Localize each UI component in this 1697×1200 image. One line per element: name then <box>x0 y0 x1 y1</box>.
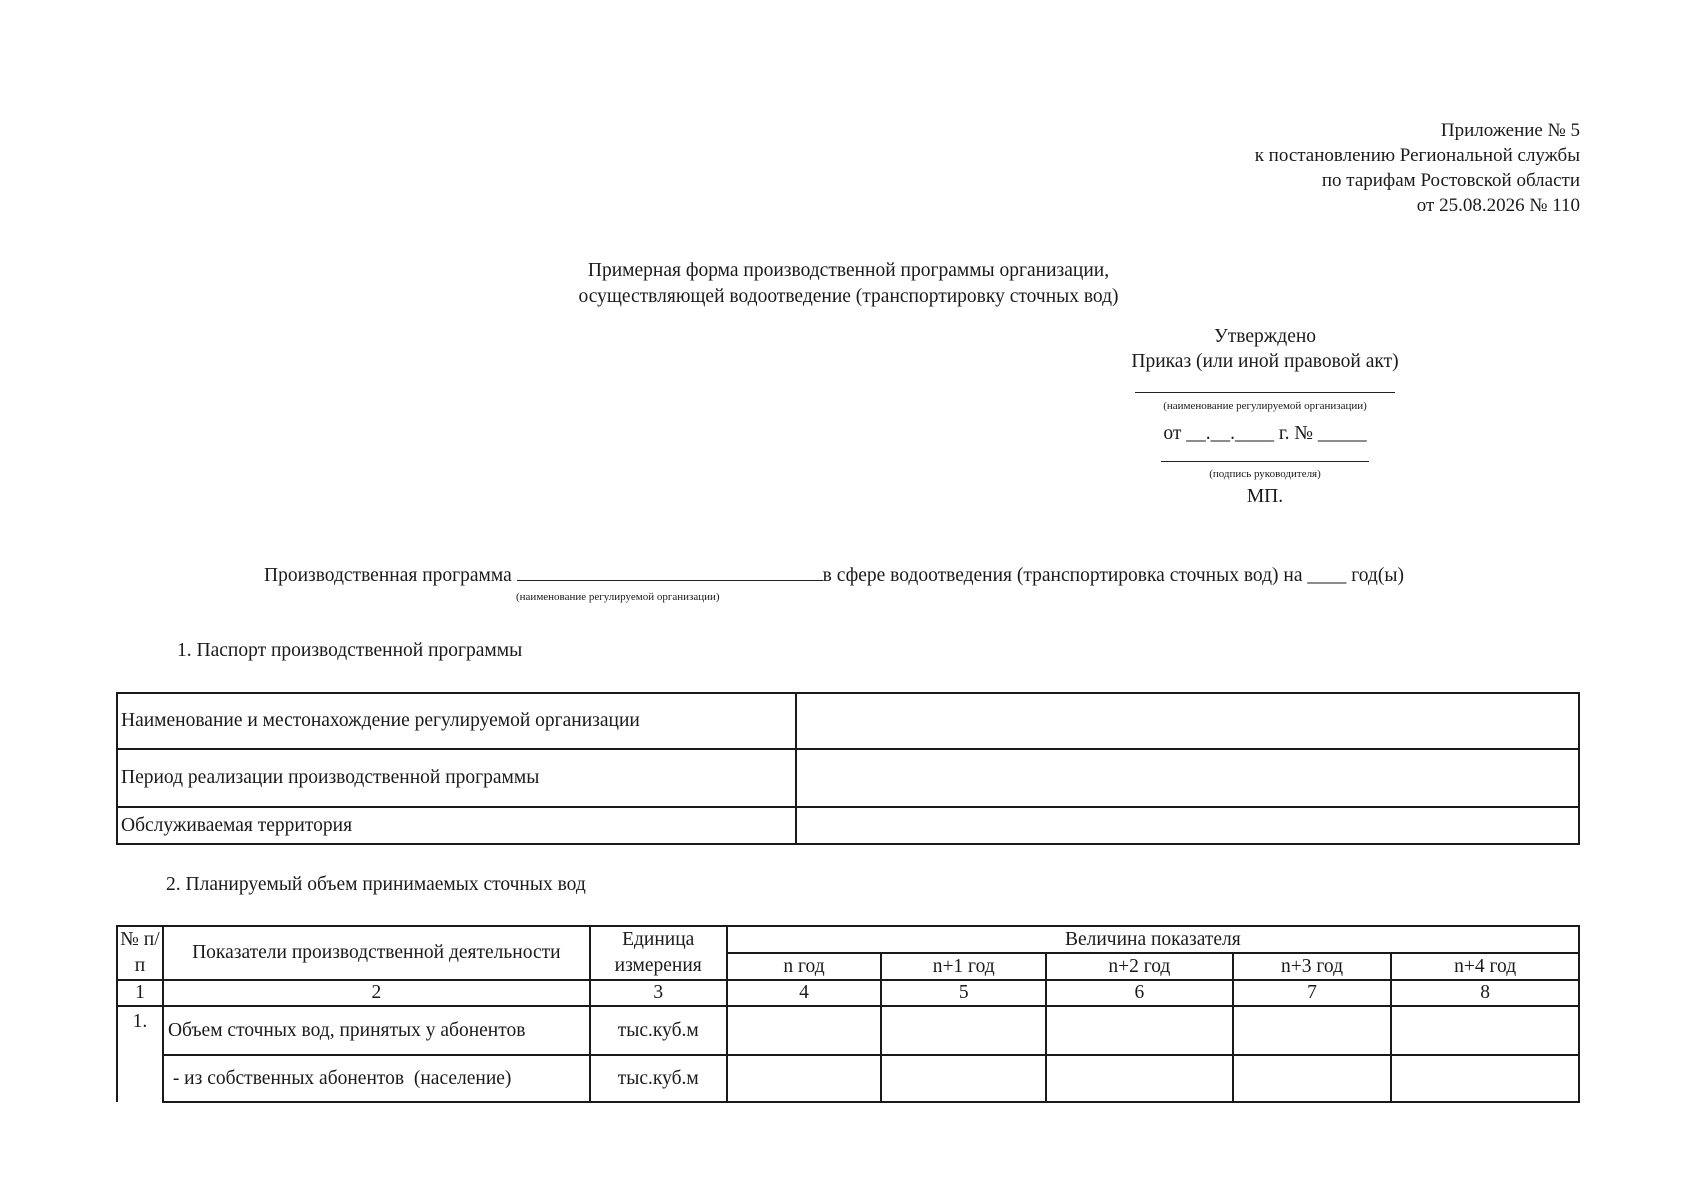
column-number-row <box>117 980 1579 1006</box>
table-row <box>117 1006 1579 1055</box>
column-number: 5 <box>881 980 1046 1006</box>
table-row <box>117 1055 1579 1102</box>
table-row <box>117 807 1579 844</box>
passport-label: Обслуживаемая территория <box>117 807 796 844</box>
column-number: 6 <box>1046 980 1233 1006</box>
signature-line[interactable] <box>1161 447 1369 462</box>
column-number: 8 <box>1391 980 1579 1006</box>
table-row <box>117 749 1579 807</box>
value-cell[interactable] <box>881 1055 1046 1102</box>
order-label: Приказ (или иной правовой акт) <box>1131 351 1399 372</box>
planned-volume-table <box>116 925 1580 1103</box>
table-row <box>117 693 1579 749</box>
approval-block <box>1120 324 1410 510</box>
org-name-line[interactable] <box>1135 374 1395 393</box>
section-2-title: 2. Планируемый объем принимаемых сточных вод <box>166 874 586 895</box>
org-name-blank[interactable] <box>517 564 823 581</box>
appendix-header <box>1255 118 1580 218</box>
passport-label: Наименование и местонахождение регулируемой организации <box>117 693 796 749</box>
column-number: 2 <box>163 980 590 1006</box>
program-line <box>264 564 1404 603</box>
row-unit: тыс.куб.м <box>590 1006 727 1055</box>
value-cell[interactable] <box>727 1055 882 1102</box>
value-cell[interactable] <box>1046 1006 1233 1055</box>
passport-value[interactable] <box>796 807 1579 844</box>
value-cell[interactable] <box>1233 1055 1392 1102</box>
passport-table <box>116 692 1580 845</box>
appendix-line-4: от 25.08.2026 № 110 <box>1416 195 1580 216</box>
table-header-row <box>117 926 1579 953</box>
column-number: 3 <box>590 980 727 1006</box>
header-num: № п/п <box>117 926 163 980</box>
column-number: 7 <box>1233 980 1392 1006</box>
value-cell[interactable] <box>881 1006 1046 1055</box>
value-cell[interactable] <box>727 1006 882 1055</box>
seal-label: МП. <box>1246 486 1284 507</box>
program-suffix: в сфере водоотведения (транспортировка сточных вод) на ____ год(ы) <box>822 565 1404 586</box>
header-value: Величина показателя <box>727 926 1579 953</box>
form-title-line-1: Примерная форма производственной программы организации, <box>587 260 1110 281</box>
passport-value[interactable] <box>796 693 1579 749</box>
passport-label: Период реализации производственной программы <box>117 749 796 807</box>
row-unit: тыс.куб.м <box>590 1055 727 1102</box>
form-title-line-2: осуществляющей водоотведение (транспортировку сточных вод) <box>578 286 1119 307</box>
program-prefix: Производственная программа <box>264 565 512 586</box>
appendix-line-2: к постановлению Региональной службы <box>1254 145 1580 166</box>
column-number: 4 <box>727 980 882 1006</box>
header-unit: Единица измерения <box>590 926 727 980</box>
header-year: n год <box>727 953 882 980</box>
order-date-number: от __.__.____ г. № _____ <box>1163 423 1367 444</box>
program-org-caption: (наименование регулируемой организации) <box>516 591 720 603</box>
passport-value[interactable] <box>796 749 1579 807</box>
row-num: 1. <box>117 1006 163 1102</box>
org-name-caption: (наименование регулируемой организации) <box>1163 400 1367 412</box>
value-cell[interactable] <box>1391 1055 1579 1102</box>
header-indicators: Показатели производственной деятельности <box>163 926 590 980</box>
form-title <box>0 258 1697 310</box>
row-indicator: Объем сточных вод, принятых у абонентов <box>163 1006 590 1055</box>
section-1-title: 1. Паспорт производственной программы <box>177 640 523 661</box>
signature-caption: (подпись руководителя) <box>1209 468 1321 480</box>
column-number: 1 <box>117 980 163 1006</box>
row-indicator: - из собственных абонентов (население) <box>163 1055 590 1102</box>
header-year: n+4 год <box>1391 953 1579 980</box>
header-year: n+1 год <box>881 953 1046 980</box>
approved-label: Утверждено <box>1213 326 1317 347</box>
value-cell[interactable] <box>1233 1006 1392 1055</box>
value-cell[interactable] <box>1391 1006 1579 1055</box>
appendix-line-3: по тарифам Ростовской области <box>1321 170 1580 191</box>
value-cell[interactable] <box>1046 1055 1233 1102</box>
header-year: n+2 год <box>1046 953 1233 980</box>
appendix-line-1: Приложение № 5 <box>1440 120 1580 141</box>
header-year: n+3 год <box>1233 953 1392 980</box>
